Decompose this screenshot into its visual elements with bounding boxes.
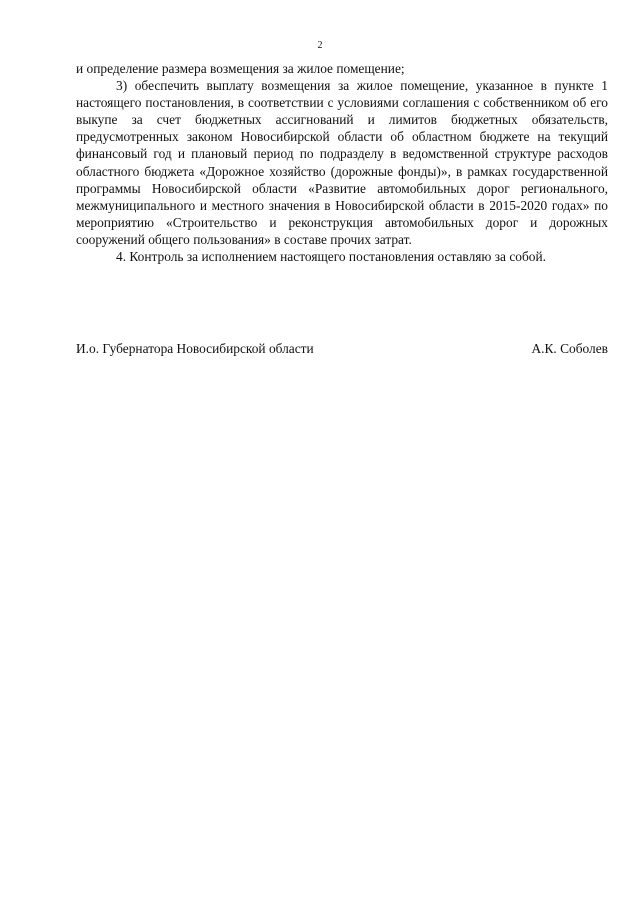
page-number: 2: [317, 40, 323, 51]
signatory-position: И.о. Губернатора Новосибирской области: [76, 341, 314, 356]
signatory-name: А.К. Соболев: [531, 341, 608, 356]
paragraph-item-3: 3) обеспечить выплату возмещения за жилое помещение, указанное в пункте 1 настоящего постановления, в соответствии с условиями соглашения с собственником об его выкупе за счет бюджетных ассигнований и лимитов бюджетных обязательств, предусмотренных законом Новосибирской области об областном бюджете на текущий финансовый год и плановый период по подразделу в ведомственной структуре расходов областного бюджета «Дорожное хозяйство (дорожные фонды)», в рамках государственной программы Новосибирской области «Развитие автомобильных дорог регионального, межмуниципального и местного значения в Новосибирской области в 2015-2020 годах» по мероприятию «Строительство и реконструкция автомобильных дорог и дорожных сооружений общего пользования» в составе прочих затрат.: [76, 78, 608, 247]
document-body: [76, 60, 608, 265]
paragraph-item-4: 4. Контроль за исполнением настоящего постановления оставляю за собой.: [116, 249, 547, 265]
paragraph-continuation: и определение размера возмещения за жилое помещение;: [76, 61, 405, 76]
signature-block: [76, 340, 608, 357]
